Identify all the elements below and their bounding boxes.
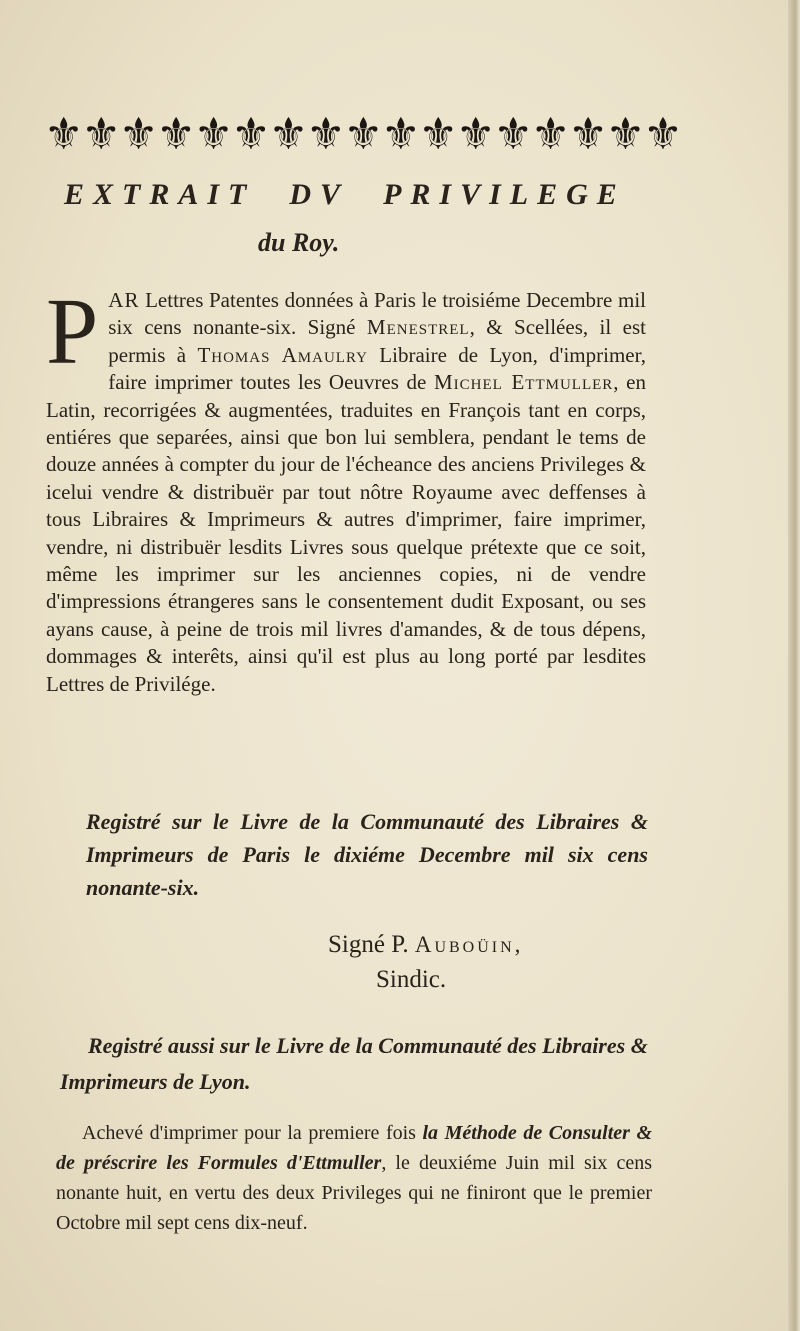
privilege-text-part: Libraire de Lyon, d'imprimer, faire imprimer toutes les Oeuvres de <box>108 342 647 395</box>
fleur-de-lis-icon: ⚜ <box>81 108 119 160</box>
fleur-de-lis-icon: ⚜ <box>605 108 644 160</box>
fleur-de-lis-icon: ⚜ <box>231 108 269 160</box>
signature-role: Sindic. <box>376 966 447 993</box>
title-word-privilege: PRIVILEGE <box>383 178 626 211</box>
privilege-text-part: , en Latin, recorrigées & augmentées, traduites en François tant en corps, entiéres que separées, ainsi que bon lui semblera, pendant le tems de douze années à compter du jour de l'écheance des anciens Privileges & icelui vendre & distribuër par tout nôtre Royaume avec deffenses à tous Libraires & Imprimeurs & autres d'imprimer, faire imprimer, vendre, ni distribuër lesdits Livres sous quelque prétexte que ce soit, même les imprimer sur les anciennes copies, ni de vendre d'impressions étrangeres sans le consentement dudit Exposant, ou ses ayans cause, à peine de trois mil livres d'amandes, & de tous dépens, dommages & interêts, ainsi qu'il est plus au long porté par lesdites Lettres de Privilége. <box>46 370 647 696</box>
fleur-de-lis-icon: ⚜ <box>306 108 344 160</box>
fleur-de-lis-icon: ⚜ <box>193 108 232 160</box>
person-name: Michel Ettmuller <box>434 370 614 395</box>
fleur-de-lis-icon: ⚜ <box>156 108 194 160</box>
fleur-de-lis-icon: ⚜ <box>44 108 82 160</box>
registration-lyon: Registré aussi sur le Livre de la Communauté des Libraires & Imprimeurs de Lyon. <box>60 1033 648 1094</box>
fleur-de-lis-icon: ⚜ <box>455 108 494 160</box>
book-title: la Méthode de Consulter & de préscrire les Formules d'Ettmuller <box>56 1122 652 1174</box>
fleur-de-lis-icon: ⚜ <box>643 108 681 160</box>
page-title <box>64 178 624 212</box>
title-word-du: DV <box>289 178 350 211</box>
privilege-paragraph <box>46 280 647 698</box>
fleur-de-lis-icon: ⚜ <box>568 108 606 160</box>
fleur-de-lis-icon: ⚜ <box>343 108 382 160</box>
person-name: Menestrel <box>366 315 470 340</box>
person-name: Thomas Amaulry <box>197 342 368 367</box>
fleur-de-lis-icon: ⚜ <box>118 108 157 160</box>
fleur-de-lis-icon: ⚜ <box>381 108 419 160</box>
title-word-extrait: EXTRAIT <box>64 178 256 211</box>
privilege-text-part: AR <box>108 288 140 312</box>
signature-line <box>328 928 523 962</box>
colophon <box>56 1118 652 1238</box>
colophon-text: , le deuxiéme Juin mil six cens nonante huit, en vertu des deux Privileges qui ne finiront que le premier Octobre mil sept cens dix-neuf. <box>56 1152 652 1234</box>
colophon-text: Achevé d'imprimer pour la premiere fois <box>82 1122 423 1144</box>
fleur-de-lis-icon: ⚜ <box>268 108 307 160</box>
privilege-text-part: , & Scellées, il est permis à <box>108 315 646 367</box>
signature-prefix: Signé P. <box>328 931 415 958</box>
fleur-de-lis-ornament-band <box>44 104 681 164</box>
fleur-de-lis-icon: ⚜ <box>493 108 531 160</box>
page-subtitle: du Roy. <box>258 228 340 257</box>
fleur-de-lis-icon: ⚜ <box>418 108 456 160</box>
fleur-de-lis-icon: ⚜ <box>530 108 569 160</box>
privilege-text-part: Lettres Patentes données à Paris le troisiéme Decembre mil six cens nonante-six. Signé <box>108 288 646 340</box>
registration-paris: Registré sur le Livre de la Communauté des Libraires & Imprimeurs de Paris le dixiéme Decembre mil six cens nonante-six. <box>86 809 648 900</box>
signature-name: Auboüin, <box>414 932 524 957</box>
drop-cap: P <box>46 280 99 384</box>
